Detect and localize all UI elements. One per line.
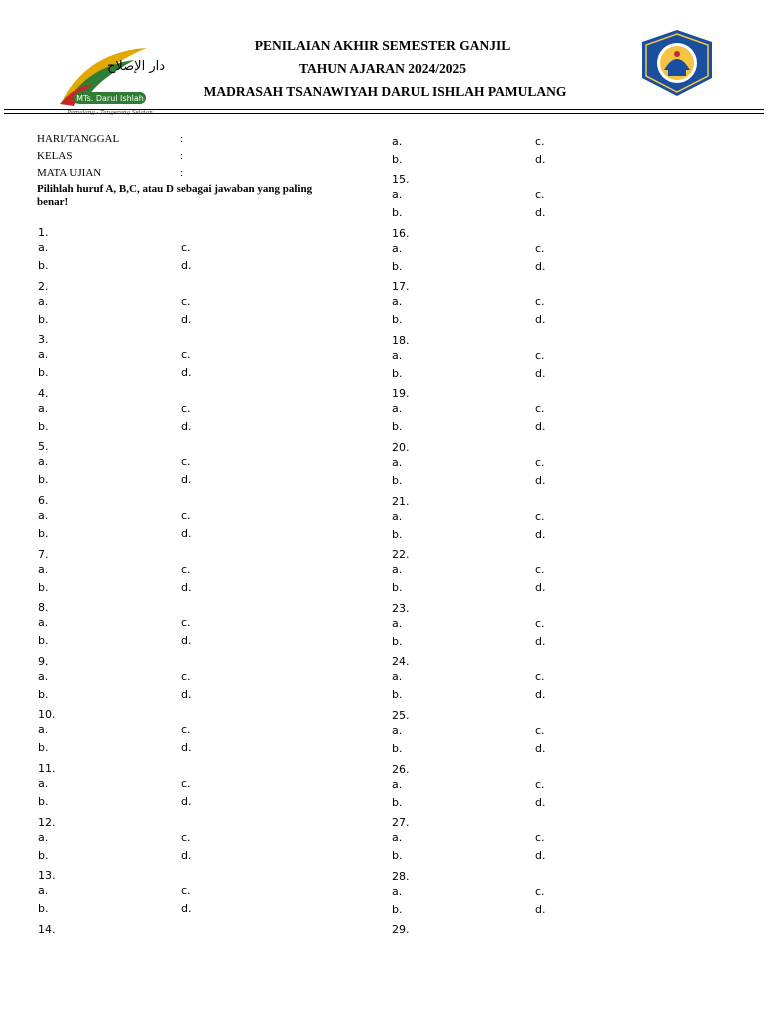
question-number: 26.	[392, 762, 410, 776]
option-c: c.	[535, 777, 545, 791]
option-b: b.	[38, 902, 49, 916]
option-d: d.	[181, 259, 192, 272]
option-b: b.	[38, 848, 49, 862]
option-a: a.	[38, 401, 49, 415]
option-b: b.	[392, 420, 403, 434]
option-b: b.	[392, 742, 403, 755]
question-number: 17.	[392, 280, 410, 294]
option-a: a.	[392, 456, 403, 469]
option-c: c.	[535, 135, 545, 148]
option-b: b.	[38, 580, 49, 594]
option-c: c.	[181, 294, 191, 308]
option-c: c.	[535, 188, 545, 201]
option-c: c.	[535, 616, 545, 630]
option-b: b.	[38, 419, 49, 433]
option-a: a.	[392, 348, 403, 362]
option-a: a.	[392, 831, 403, 845]
question-number: 7.	[38, 547, 49, 561]
option-d: d.	[181, 687, 192, 701]
option-b: b.	[392, 581, 403, 595]
option-a: a.	[392, 670, 403, 684]
question-number: 19.	[392, 387, 410, 401]
option-d: d.	[535, 742, 546, 755]
question-number: 22.	[392, 548, 410, 562]
option-d: d.	[181, 741, 192, 755]
option-b: b.	[392, 259, 403, 273]
option-d: d.	[181, 312, 192, 326]
option-c: c.	[181, 777, 191, 790]
logo-arabic-text: دار الإصلاح	[106, 59, 166, 74]
option-c: c.	[181, 884, 191, 898]
option-b: b.	[38, 687, 49, 701]
question-number: 8.	[38, 601, 49, 615]
option-a: a.	[392, 509, 403, 523]
option-b: b.	[392, 849, 403, 863]
option-c: c.	[535, 509, 545, 523]
option-a: a.	[38, 884, 49, 898]
option-d: d.	[181, 580, 192, 594]
academic-year: TAHUN AJARAN 2024/2025	[298, 61, 466, 76]
school-name: MADRASAH TSANAWIYAH DARUL ISHLAH PAMULANG	[203, 84, 567, 99]
question-number: 6.	[38, 494, 49, 507]
option-c: c.	[535, 884, 545, 898]
option-c: c.	[181, 616, 191, 630]
option-c: c.	[181, 669, 191, 683]
option-b: b.	[392, 206, 403, 219]
option-b: b.	[38, 312, 49, 326]
option-b: b.	[38, 527, 49, 540]
question-number: 10.	[38, 708, 56, 722]
question-number: 11.	[38, 762, 56, 775]
option-b: b.	[392, 474, 403, 487]
question-number: 21.	[392, 494, 410, 508]
option-d: d.	[535, 902, 546, 916]
option-d: d.	[535, 420, 546, 434]
option-d: d.	[535, 206, 546, 219]
option-d: d.	[535, 849, 546, 863]
option-b: b.	[392, 688, 403, 702]
option-a: a.	[392, 777, 403, 791]
question-number: 14.	[38, 922, 56, 936]
option-a: a.	[38, 723, 49, 737]
option-c: c.	[181, 723, 191, 737]
option-c: c.	[535, 724, 545, 737]
option-d: d.	[181, 473, 192, 487]
option-c: c.	[535, 295, 545, 309]
option-c: c.	[535, 456, 545, 469]
option-a: a.	[392, 563, 403, 577]
option-c: c.	[535, 348, 545, 362]
school-logo-icon	[52, 40, 172, 120]
day-date-colon: :	[180, 133, 184, 145]
option-b: b.	[38, 634, 49, 648]
option-d: d.	[181, 419, 192, 433]
option-a: a.	[38, 348, 49, 362]
day-date-label: HARI/TANGGAL	[37, 133, 120, 145]
option-d: d.	[535, 527, 546, 541]
option-c: c.	[535, 402, 545, 416]
question-number: 24.	[392, 655, 410, 669]
option-d: d.	[181, 366, 192, 380]
question-number: 16.	[392, 226, 410, 240]
option-d: d.	[181, 527, 192, 540]
option-a: a.	[38, 777, 49, 790]
option-d: d.	[535, 259, 546, 273]
question-number: 3.	[38, 333, 49, 347]
option-b: b.	[392, 795, 403, 809]
option-a: a.	[392, 241, 403, 255]
option-b: b.	[392, 153, 403, 166]
option-b: b.	[38, 741, 49, 755]
header-rule-top	[4, 109, 764, 110]
option-a: a.	[392, 724, 403, 737]
option-a: a.	[38, 455, 49, 469]
option-a: a.	[38, 562, 49, 576]
question-number: 23.	[392, 601, 410, 615]
option-d: d.	[181, 634, 192, 648]
question-number: 4.	[38, 386, 49, 400]
subject-colon: :	[180, 167, 184, 179]
option-a: a.	[38, 241, 49, 254]
option-c: c.	[535, 563, 545, 577]
option-b: b.	[38, 259, 49, 272]
option-b: b.	[38, 366, 49, 380]
question-number: 20.	[392, 441, 410, 454]
option-d: d.	[535, 634, 546, 648]
option-c: c.	[181, 562, 191, 576]
option-a: a.	[392, 402, 403, 416]
option-d: d.	[181, 848, 192, 862]
question-number: 25.	[392, 709, 410, 722]
option-b: b.	[38, 795, 49, 808]
question-number: 27.	[392, 816, 410, 830]
option-d: d.	[535, 474, 546, 487]
question-number: 29.	[392, 923, 410, 937]
option-b: b.	[392, 634, 403, 648]
option-a: a.	[38, 616, 49, 630]
option-b: b.	[392, 527, 403, 541]
option-b: b.	[38, 473, 49, 487]
option-d: d.	[181, 902, 192, 916]
question-number: 12.	[38, 815, 56, 829]
option-a: a.	[392, 616, 403, 630]
header-rule-bottom	[4, 113, 764, 114]
question-number: 15.	[392, 173, 410, 186]
option-b: b.	[392, 366, 403, 380]
option-d: d.	[535, 313, 546, 327]
option-c: c.	[535, 831, 545, 845]
option-d: d.	[181, 795, 192, 808]
logo-script-text: Pamulang - Tangerang Selatan	[67, 110, 153, 116]
option-a: a.	[392, 884, 403, 898]
option-c: c.	[181, 455, 191, 469]
option-a: a.	[392, 135, 403, 148]
option-a: a.	[38, 669, 49, 683]
question-number: 2.	[38, 279, 49, 293]
option-a: a.	[38, 509, 49, 522]
class-label: KELAS	[37, 150, 73, 162]
option-b: b.	[392, 902, 403, 916]
option-a: a.	[392, 295, 403, 309]
question-number: 18.	[392, 333, 410, 347]
option-d: d.	[535, 795, 546, 809]
question-number: 1.	[38, 226, 49, 239]
option-d: d.	[535, 581, 546, 595]
option-a: a.	[392, 188, 403, 201]
question-number: 5.	[38, 440, 49, 454]
subject-label: MATA UJIAN	[37, 167, 102, 179]
question-number: 13.	[38, 869, 56, 883]
option-c: c.	[181, 830, 191, 844]
option-d: d.	[535, 688, 546, 702]
instruction-text: Pilihlah huruf A, B,C, atau D sebagai jawaban yang paling benar!	[37, 183, 313, 208]
option-c: c.	[181, 241, 191, 254]
option-a: a.	[38, 830, 49, 844]
option-a: a.	[38, 294, 49, 308]
option-c: c.	[535, 670, 545, 684]
logo-name-text: MTs. Darul Ishlah	[76, 94, 144, 103]
option-d: d.	[535, 153, 546, 166]
option-c: c.	[181, 509, 191, 522]
option-c: c.	[535, 241, 545, 255]
question-number: 9.	[38, 654, 49, 668]
option-c: c.	[181, 348, 191, 362]
exam-title: PENILAIAN AKHIR SEMESTER GANJIL	[254, 38, 511, 53]
option-b: b.	[392, 313, 403, 327]
class-colon: :	[180, 150, 184, 162]
option-c: c.	[181, 401, 191, 415]
option-d: d.	[535, 366, 546, 380]
question-number: 28.	[392, 869, 410, 883]
page-header	[0, 0, 768, 125]
madrasah-emblem-icon	[638, 28, 716, 98]
